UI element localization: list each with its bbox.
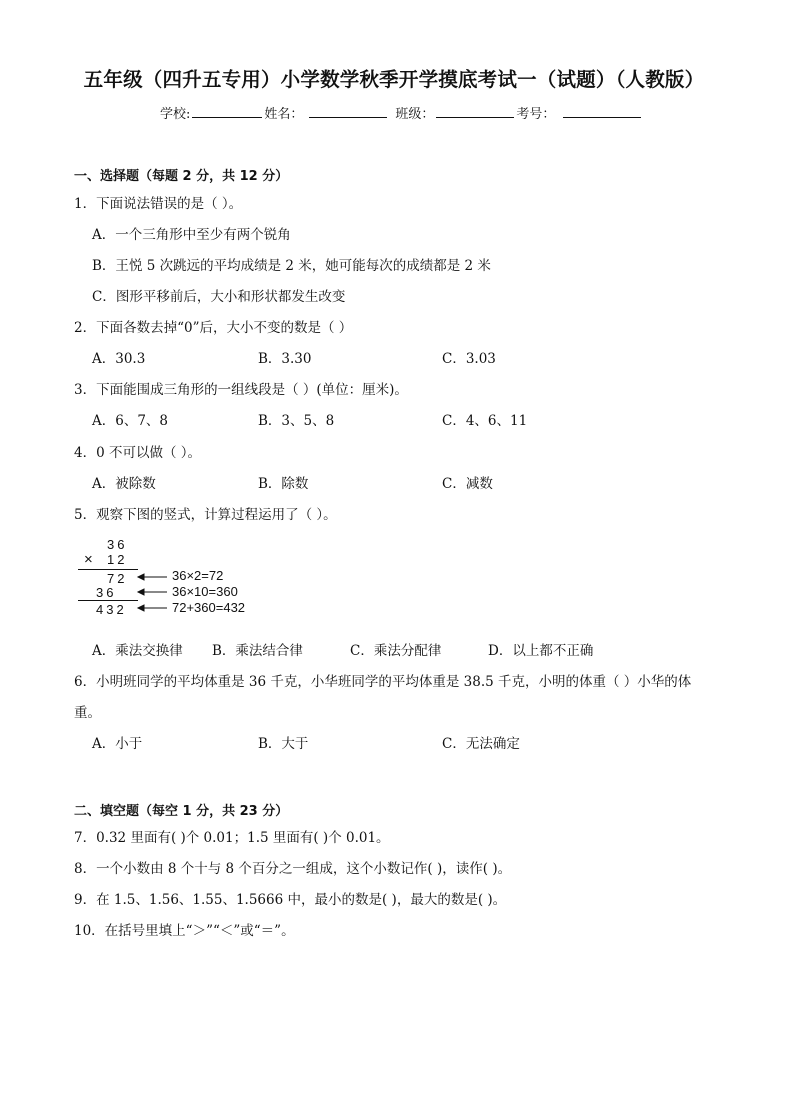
class-blank[interactable] bbox=[436, 103, 514, 118]
question-5-stem: 5．观察下图的竖式，计算过程运用了（ ）。 bbox=[74, 507, 337, 523]
question-2-option-a[interactable]: A．30.3 bbox=[92, 351, 146, 367]
question-6-option-b[interactable]: B．大于 bbox=[258, 736, 309, 752]
question-4-option-c[interactable]: C．减数 bbox=[442, 476, 493, 492]
name-blank[interactable] bbox=[309, 103, 387, 118]
multiply-sign: × bbox=[84, 551, 93, 568]
question-4-option-a[interactable]: A．被除数 bbox=[92, 476, 156, 492]
arrow-head-2 bbox=[138, 589, 144, 595]
final-product: 432 bbox=[96, 602, 127, 617]
question-2-option-c[interactable]: C．3.03 bbox=[442, 351, 496, 367]
partial-product-1: 72 bbox=[107, 571, 128, 586]
question-8: 8．一个小数由 8 个十与 8 个百分之一组成，这个小数记作( )，读作( )。 bbox=[74, 861, 512, 877]
question-3-stem: 3．下面能围成三角形的一组线段是（ ）(单位：厘米)。 bbox=[74, 382, 408, 398]
section-heading-choice: 一、选择题（每题 2 分，共 12 分） bbox=[74, 169, 289, 184]
question-1-option-b[interactable]: B．王悦 5 次跳远的平均成绩是 2 米，她可能每次的成绩都是 2 米 bbox=[92, 258, 491, 274]
question-5-option-d[interactable]: D．以上都不正确 bbox=[488, 643, 594, 659]
question-10: 10．在括号里填上“＞”“＜”或“＝”。 bbox=[74, 923, 295, 939]
exam-number-label: 考号： bbox=[516, 107, 556, 122]
exam-number-blank[interactable] bbox=[563, 103, 641, 118]
partial-product-2: 36 bbox=[96, 585, 117, 600]
question-3-option-c[interactable]: C．4、6、11 bbox=[442, 413, 528, 429]
question-5-option-a[interactable]: A．乘法交换律 bbox=[92, 643, 183, 659]
arrow-head-1 bbox=[138, 574, 144, 580]
page-title: 五年级（四升五专用）小学数学秋季开学摸底考试一（试题）（人教版） bbox=[83, 68, 705, 91]
question-7: 7．0.32 里面有( )个 0.01；1.5 里面有( )个 0.01。 bbox=[74, 830, 390, 846]
class-label: 班级： bbox=[395, 107, 435, 122]
question-6-stem: 6．小明班同学的平均体重是 36 千克，小华班同学的平均体重是 38.5 千克，小明的体重（ ）小华的体 bbox=[74, 674, 692, 690]
section-heading-fill-in: 二、填空题（每空 1 分，共 23 分） bbox=[74, 804, 289, 819]
calc-note-3: 72+360=432 bbox=[172, 600, 246, 615]
question-3-option-a[interactable]: A．6、7、8 bbox=[92, 413, 169, 429]
name-label: 姓名： bbox=[264, 107, 304, 122]
question-1-option-a[interactable]: A．一个三角形中至少有两个锐角 bbox=[92, 227, 291, 243]
calc-note-1: 36×2=72 bbox=[172, 568, 224, 583]
vertical-multiplication-figure bbox=[76, 534, 256, 620]
multiplicand: 36 bbox=[107, 537, 128, 552]
question-9: 9．在 1.5、1.56、1.55、1.5666 中，最小的数是( )，最大的数是( )。 bbox=[74, 892, 507, 908]
school-blank[interactable] bbox=[192, 103, 262, 118]
student-info-line bbox=[160, 103, 643, 122]
question-5-option-c[interactable]: C．乘法分配律 bbox=[350, 643, 442, 659]
question-4-option-b[interactable]: B．除数 bbox=[258, 476, 309, 492]
question-3-option-b[interactable]: B．3、5、8 bbox=[258, 413, 335, 429]
question-6-stem-cont: 重。 bbox=[74, 705, 101, 721]
arrow-head-3 bbox=[138, 605, 144, 611]
question-4-stem: 4．0 不可以做（ ）。 bbox=[74, 445, 202, 461]
school-label: 学校: bbox=[160, 107, 191, 122]
question-6-option-c[interactable]: C．无法确定 bbox=[442, 736, 520, 752]
question-1-stem: 1．下面说法错误的是（ ）。 bbox=[74, 196, 243, 212]
question-2-stem: 2．下面各数去掉“0”后，大小不变的数是（ ） bbox=[74, 320, 353, 336]
calc-note-2: 36×10=360 bbox=[172, 584, 238, 599]
question-5-option-b[interactable]: B．乘法结合律 bbox=[212, 643, 303, 659]
question-1-option-c[interactable]: C．图形平移前后，大小和形状都发生改变 bbox=[92, 289, 346, 305]
question-6-option-a[interactable]: A．小于 bbox=[92, 736, 143, 752]
question-2-option-b[interactable]: B．3.30 bbox=[258, 351, 312, 367]
multiplier: 12 bbox=[107, 552, 128, 567]
